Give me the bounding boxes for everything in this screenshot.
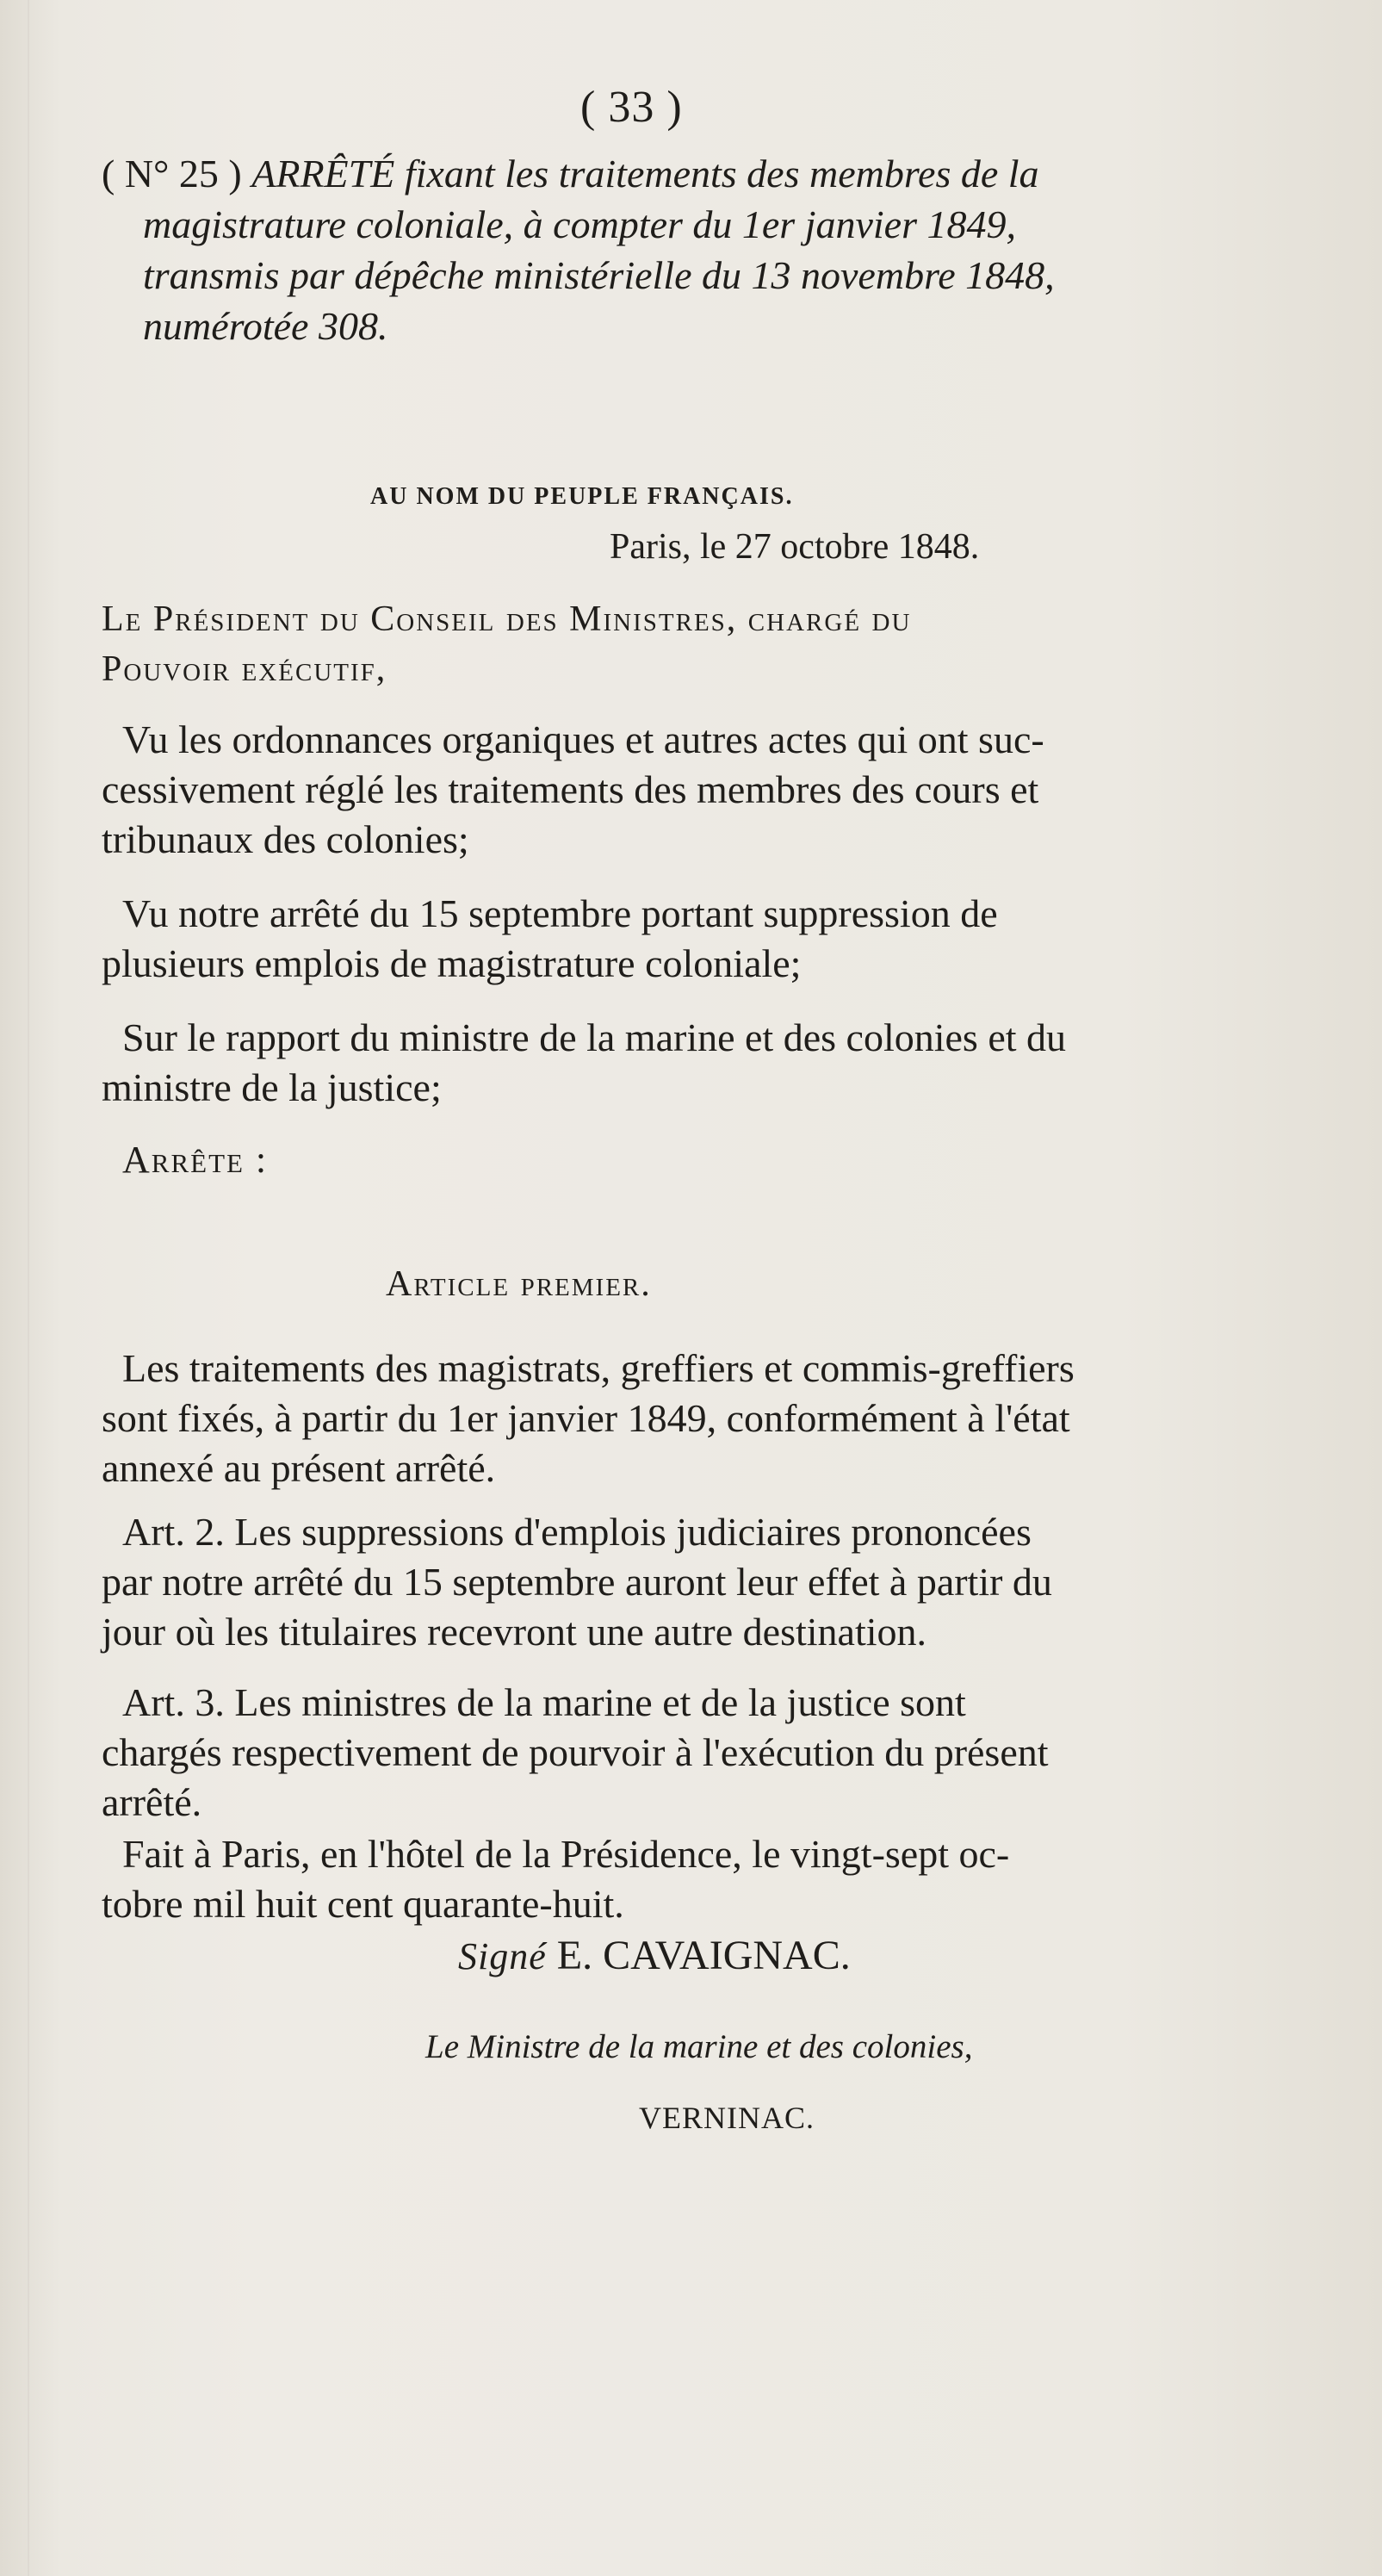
vu1-line-2: cessivement réglé les traitements des membres des cours et <box>102 767 1039 811</box>
closing-line-1: Fait à Paris, en l'hôtel de la Présidence, le vingt-sept oc- <box>122 1832 1010 1876</box>
article-premier-heading: Article premier. <box>386 1264 652 1304</box>
sur-line-2: ministre de la justice; <box>102 1065 442 1109</box>
title-line-2: magistrature coloniale, à compter du 1er janvier 1849, <box>143 202 1016 246</box>
signed-label: Signé <box>458 1935 547 1977</box>
article-2-line-3: jour où les titulaires recevront une autre destination. <box>102 1610 927 1654</box>
president-line-1: Le Président du Conseil des Ministres, chargé du <box>102 599 912 639</box>
title-text-line-1: ARRÊTÉ fixant les traitements des membres de la <box>251 152 1039 196</box>
signature-line <box>458 1931 851 1982</box>
article-2-line-2: par notre arrêté du 15 septembre auront leur effet à partir du <box>102 1560 1052 1604</box>
title-line-3: transmis par dépêche ministérielle du 13 novembre 1848, <box>143 253 1055 297</box>
closing-line-2: tobre mil huit cent quarante-huit. <box>102 1882 624 1926</box>
page-number: ( 33 ) <box>580 83 683 132</box>
vu2-line-1: Vu notre arrêté du 15 septembre portant suppression de <box>122 891 998 935</box>
article-1-line-3: annexé au présent arrêté. <box>102 1446 496 1490</box>
article-1-line-2: sont fixés, à partir du 1er janvier 1849, conformément à l'état <box>102 1396 1070 1440</box>
vu1-line-1: Vu les ordonnances organiques et autres actes qui ont suc- <box>122 717 1044 761</box>
title-line-4: numérotée 308. <box>143 304 388 348</box>
article-2-line-1: Art. 2. Les suppressions d'emplois judiciaires prononcées <box>122 1510 1032 1554</box>
proclamation-heading: AU NOM DU PEUPLE FRANÇAIS. <box>370 483 794 510</box>
vu1-line-3: tribunaux des colonies; <box>102 817 469 861</box>
title-line-1 <box>102 148 1039 199</box>
article-3-line-1: Art. 3. Les ministres de la marine et de la justice sont <box>122 1680 966 1724</box>
decree-number: ( N° 25 ) <box>102 152 242 196</box>
article-3-line-3: arrêté. <box>102 1780 202 1824</box>
arrete-label: Arrête : <box>122 1139 269 1181</box>
president-line-2: Pouvoir exécutif, <box>102 649 387 689</box>
minister-name: VERNINAC. <box>639 2101 815 2135</box>
signatory-name: E. CAVAIGNAC. <box>556 1933 851 1978</box>
article-3-line-2: chargés respectivement de pourvoir à l'exécution du présent <box>102 1730 1049 1774</box>
vu2-line-2: plusieurs emplois de magistrature coloniale; <box>102 941 802 985</box>
article-1-line-1: Les traitements des magistrats, greffiers et commis-greffiers <box>122 1346 1075 1390</box>
sur-line-1: Sur le rapport du ministre de la marine et des colonies et du <box>122 1015 1067 1059</box>
date-line: Paris, le 27 octobre 1848. <box>610 527 980 567</box>
minister-title: Le Ministre de la marine et des colonies, <box>425 2028 973 2065</box>
page-edge-shadow <box>28 0 29 2576</box>
